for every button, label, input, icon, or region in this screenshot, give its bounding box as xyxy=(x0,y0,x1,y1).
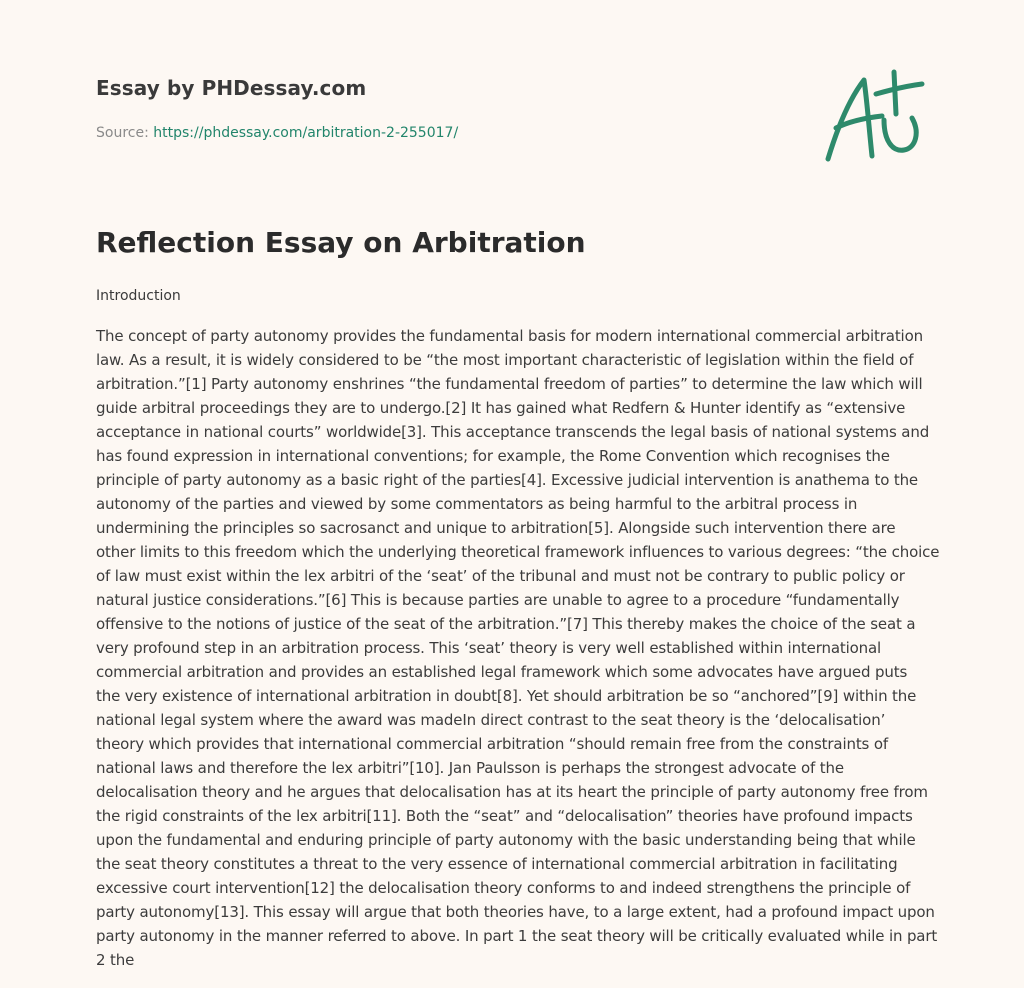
text-line: natural justice considerations.”[6] This is because parties are unable to agree to a procedure “fundamentally xyxy=(96,591,900,609)
text-line: 2 the xyxy=(96,951,135,969)
source-link[interactable]: https://phdessay.com/arbitration-2-255017/ xyxy=(153,125,459,141)
section-heading: Introduction xyxy=(96,288,181,304)
source-line xyxy=(96,125,458,141)
text-line: The concept of party autonomy provides the fundamental basis for modern international commercial arbitration xyxy=(96,327,923,345)
text-line: undermining the principles so sacrosanct and unique to arbitration[5]. Alongside such intervention there are xyxy=(96,519,896,537)
text-line: offensive to the notions of justice of the seat of the arbitration.”[7] This thereby makes the choice of the seat a xyxy=(96,615,916,633)
text-line: the rigid constraints of the lex arbitri[11]. Both the “seat” and “delocalisation” theories have profound impacts xyxy=(96,807,913,825)
text-line: party autonomy in the manner referred to above. In part 1 the seat theory will be critically evaluated while in part xyxy=(96,927,938,945)
text-line: law. As a result, it is widely considered to be “the most important characteristic of legislation within the field of xyxy=(96,351,914,369)
text-line: national laws and therefore the lex arbitri”[10]. Jan Paulsson is perhaps the strongest advocate of the xyxy=(96,759,844,777)
text-line: party autonomy[13]. This essay will argue that both theories have, to a large extent, had a profound impact upon xyxy=(96,903,935,921)
text-line: theory which provides that international commercial arbitration “should remain free from the constraints of xyxy=(96,735,888,753)
text-line: excessive court intervention[12] the delocalisation theory conforms to and indeed strengthens the principle of xyxy=(96,879,911,897)
text-line: upon the fundamental and enduring principle of party autonomy with the basic understanding being that while xyxy=(96,831,916,849)
text-line: the seat theory constitutes a threat to the very essence of international commercial arbitration in facilitating xyxy=(96,855,898,873)
text-line: delocalisation theory and he argues that delocalisation has at its heart the principle of party autonomy free from xyxy=(96,783,928,801)
site-title: Essay by PHDessay.com xyxy=(96,76,367,100)
text-line: other limits to this freedom which the underlying theoretical framework influences to various degrees: “the choice xyxy=(96,543,940,561)
text-line: principle of party autonomy as a basic right of the parties[4]. Excessive judicial intervention is anathema to the xyxy=(96,471,918,489)
text-line: national legal system where the award was madeIn direct contrast to the seat theory is the ‘delocalisation’ xyxy=(96,711,886,729)
text-line: has found expression in international conventions; for example, the Rome Convention which recognises the xyxy=(96,447,890,465)
site-header xyxy=(96,76,796,100)
essay-title: Reflection Essay on Arbitration xyxy=(96,226,586,259)
text-line: arbitration.”[1] Party autonomy enshrines “the fundamental freedom of parties” to determine the law which will xyxy=(96,375,923,393)
text-line: the very existence of international arbitration in doubt[8]. Yet should arbitration be so “anchored”[9] within the xyxy=(96,687,917,705)
text-line: acceptance in national courts” worldwide[3]. This acceptance transcends the legal basis of national systems and xyxy=(96,423,930,441)
text-line: autonomy of the parties and viewed by some commentators as being harmful to the arbitral process in xyxy=(96,495,858,513)
text-line: of law must exist within the lex arbitri of the ‘seat’ of the tribunal and must not be contrary to public policy or xyxy=(96,567,905,585)
a-plus-logo-icon xyxy=(820,66,930,166)
source-label: Source: xyxy=(96,125,149,141)
text-line: commercial arbitration and provides an established legal framework which some advocates have argued puts xyxy=(96,663,908,681)
text-line: very profound step in an arbitration process. This ‘seat’ theory is very well established within international xyxy=(96,639,882,657)
text-line: guide arbitral proceedings they are to undergo.[2] It has gained what Redfern & Hunter identify as “extensive xyxy=(96,399,906,417)
essay-body xyxy=(96,324,940,972)
